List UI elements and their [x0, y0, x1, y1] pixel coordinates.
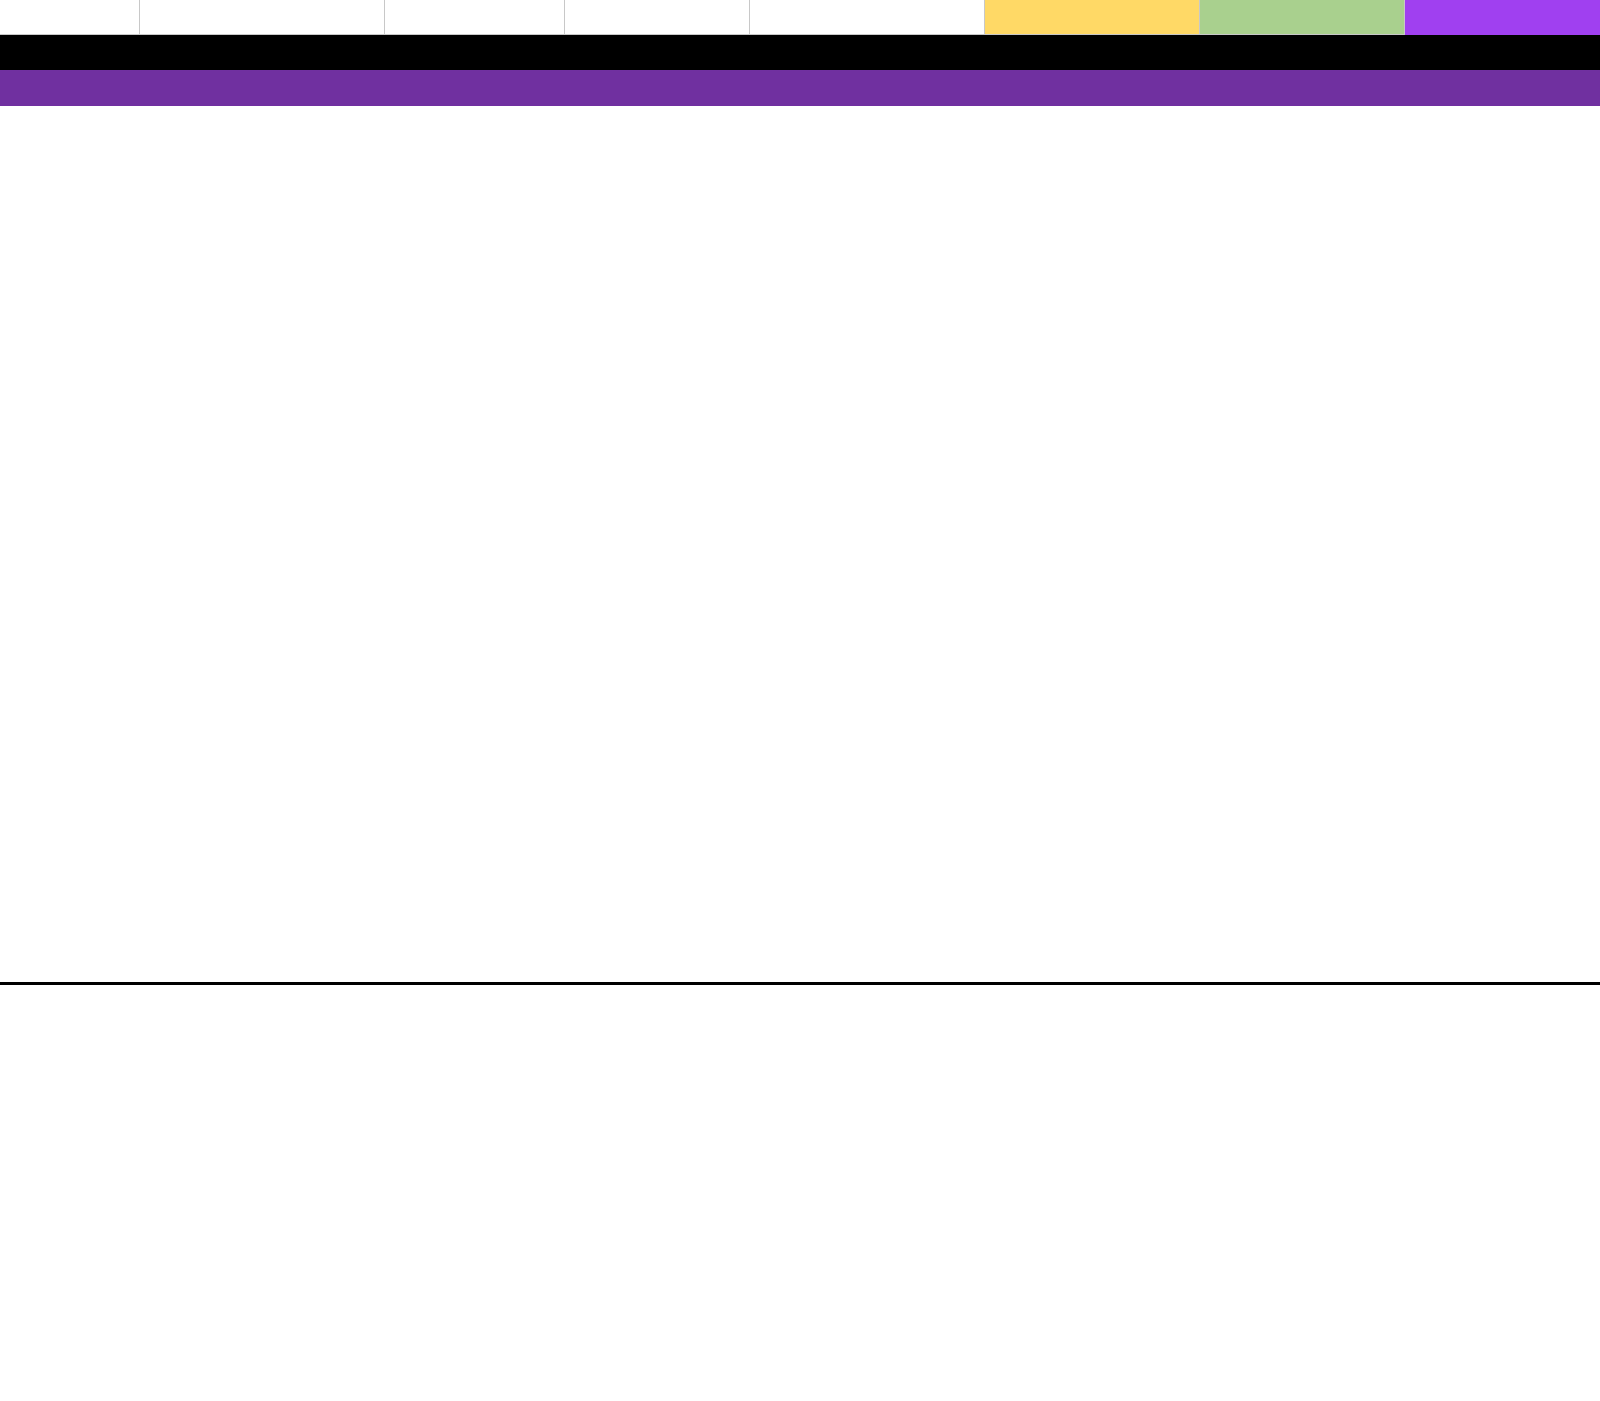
header-season-29-30[interactable] — [1405, 70, 1600, 106]
legend-estimate[interactable] — [1405, 0, 1600, 35]
header-season-25-26[interactable] — [565, 70, 750, 106]
legend-blank-cell[interactable] — [140, 0, 385, 35]
header-age[interactable] — [385, 70, 565, 106]
legend-team-option[interactable] — [750, 0, 985, 35]
header-season-27-28[interactable] — [985, 70, 1200, 106]
header-player[interactable] — [140, 70, 385, 106]
header-num[interactable] — [0, 70, 140, 106]
legend-blank-cell[interactable] — [0, 0, 140, 35]
team-salary-title — [0, 35, 1600, 70]
header-season-28-29[interactable] — [1200, 70, 1405, 106]
header-season-26-27[interactable] — [750, 70, 985, 106]
legend-non-gtd[interactable] — [985, 0, 1200, 35]
legend-player-option[interactable] — [565, 0, 750, 35]
legend-blank-cell[interactable] — [385, 0, 565, 35]
section-divider — [0, 982, 1600, 985]
legend-partial-gtd[interactable] — [1200, 0, 1405, 35]
